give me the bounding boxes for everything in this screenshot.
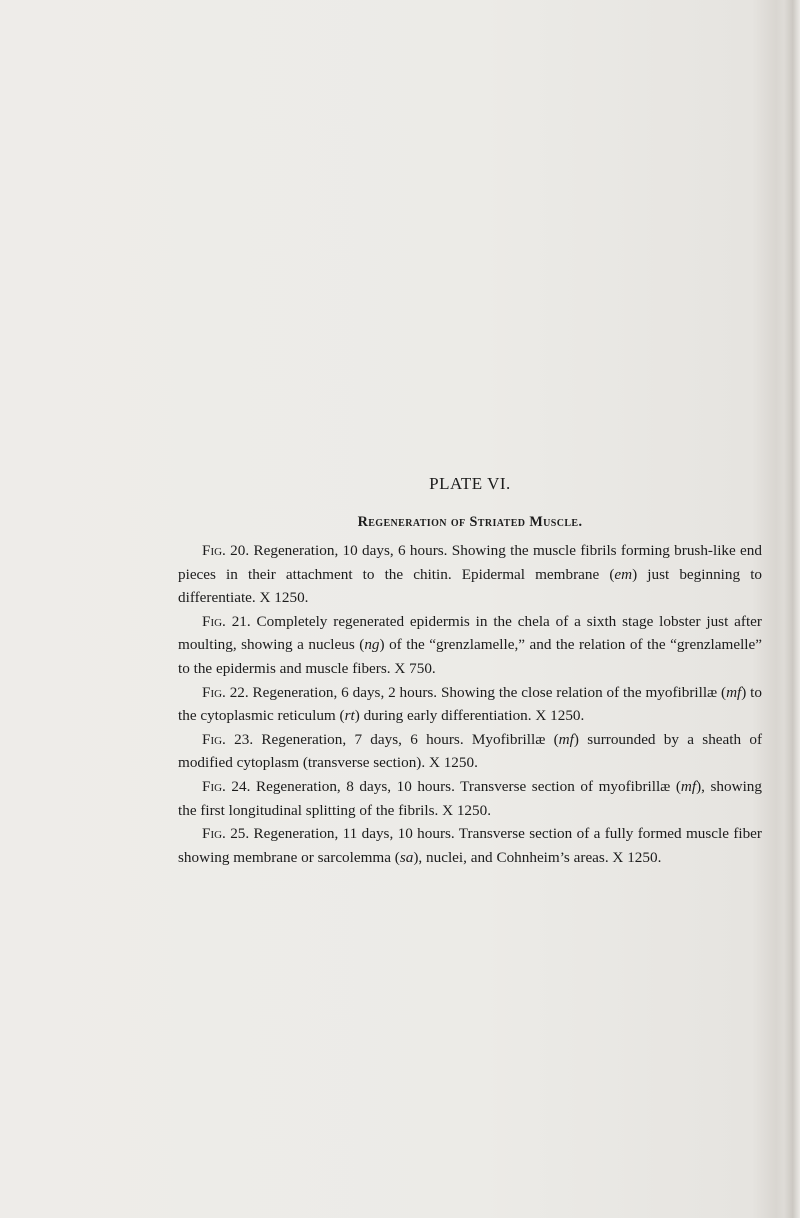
caption-text: ) just beginning to differentiate. X 1250. [178, 565, 763, 607]
caption-text: Regeneration, 6 days, 2 hours. Showing the close relation of the myofibrillæ ( [248, 683, 727, 701]
caption-text: Regeneration, 10 days, 6 hours. Showing the muscle fibrils forming brush-like end pieces in their attachment to the chitin. Epidermal membrane ( [178, 542, 762, 583]
figure-caption-22 [178, 681, 762, 728]
caption-text: ) to the cytoplasmic reticulum ( [178, 683, 762, 725]
figure-label: Fig. 20. [202, 542, 250, 559]
abbreviation: ng [364, 636, 380, 654]
abbreviation: rt [344, 707, 355, 725]
abbreviation: sa [399, 848, 414, 866]
caption-text: ), showing the first longitudinal splitting of the fibrils. X 1250. [178, 777, 762, 819]
caption-text: ) of the “grenzlamelle,” and the relation of the “grenzlamelle” to the epidermis and muscle fibers. X 750. [178, 636, 762, 677]
abbreviation: mf [726, 683, 742, 701]
figure-label: Fig. 25. [202, 825, 250, 843]
figure-label: Fig. 23. [202, 730, 254, 748]
plate-caption-block [178, 474, 762, 869]
plate-title: PLATE VI. [429, 474, 511, 493]
figure-label: Fig. 22. [202, 683, 249, 701]
abbreviation: em [614, 565, 633, 583]
figure-caption-21 [178, 610, 762, 681]
caption-text: Completely regenerated epidermis in the chela of a sixth stage lobster just after moulting, showing a nucleus ( [178, 612, 762, 654]
page-edge-shadow [784, 0, 800, 1218]
caption-text: ), nuclei, and Cohnheim’s areas. X 1250. [413, 848, 662, 866]
abbreviation: mf [680, 777, 697, 795]
caption-text: Regeneration, 7 days, 6 hours. Myofibrillæ ( [253, 730, 559, 748]
caption-text: ) during early differentiation. X 1250. [354, 707, 585, 725]
figure-caption-24 [178, 775, 762, 822]
figure-caption-20 [178, 539, 762, 610]
caption-text: Regeneration, 8 days, 10 hours. Transverse section of myofibrillæ ( [250, 777, 681, 795]
abbreviation: mf [558, 730, 574, 748]
figure-caption-23 [178, 728, 762, 775]
figure-label: Fig. 21. [202, 612, 251, 630]
plate-subtitle: Regeneration of Striated Muscle. [357, 514, 583, 530]
caption-text: ) surrounded by a sheath of modified cytoplasm (transverse section). X 1250. [178, 730, 763, 772]
figure-label: Fig. 24. [202, 777, 251, 795]
caption-text: Regeneration, 11 days, 10 hours. Transverse section of a fully formed muscle fiber showing membrane or sarcolemma ( [178, 825, 762, 866]
figure-caption-25 [178, 822, 762, 869]
